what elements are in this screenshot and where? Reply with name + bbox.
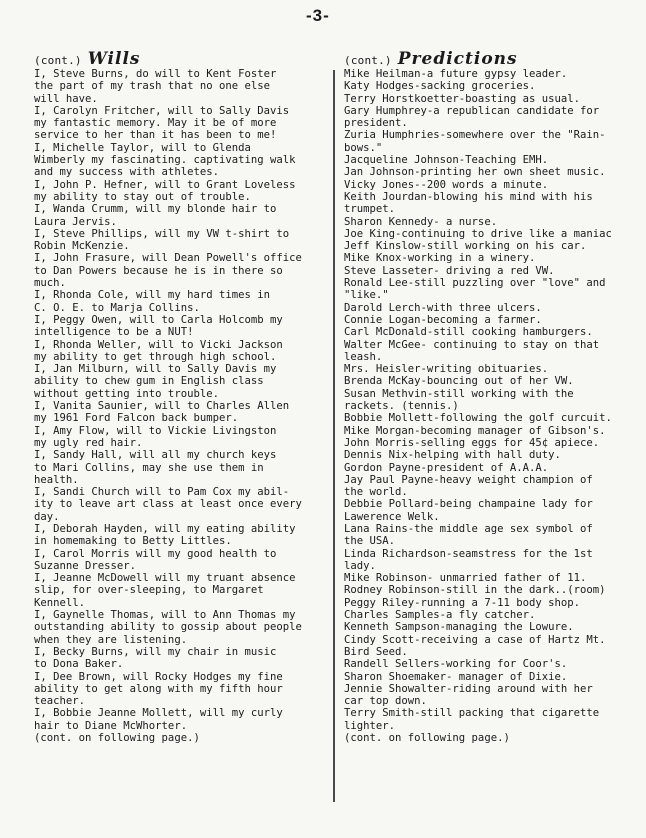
prediction-text-line: Dennis Nix-helping with hall duty. [344,449,561,462]
prediction-text-line: Mike Heilman-a future gypsy leader. [344,68,568,80]
prediction-text-line: the world. [344,486,408,499]
predictions-text-body [344,68,640,744]
prediction-text-line: lady. [344,559,376,572]
will-text-line: I, Peggy Owen, will to Carla Holcomb my [34,313,283,326]
will-text-line: Kennell. [34,596,86,609]
will-text-line: slip, for over-sleeping, to Margaret [34,584,264,597]
will-text-line: my fantastic memory. May it be of more [34,117,277,130]
will-text-line: I, Jan Milburn, will to Sally Davis my [34,363,277,376]
will-text-line: and my success with athletes. [34,166,219,179]
will-text-line: when they are listening. [34,633,188,646]
prediction-text-line: Gary Humphrey-a republican candidate for [344,104,600,117]
will-text-line: I, Michelle Taylor, will to Glenda [34,141,251,154]
will-text-line: day. [34,510,60,523]
will-text-line: to Dan Powers because he is in there so [34,264,283,277]
will-text-line: Wimberly my fascinating. captivating walk [34,154,296,167]
prediction-text-line: Brenda McKay-bouncing out of her VW. [344,375,574,388]
prediction-text-line: Jeff Kinslow-still working on his car. [344,240,587,253]
will-text-line: my ability to stay out of trouble. [34,190,251,203]
will-text-line: I, Amy Flow, will to Vickie Livingston [34,424,277,437]
will-text-line: Suzanne Dresser. [34,559,137,572]
will-text-line: in homemaking to Betty Littles. [34,535,232,548]
prediction-text-line: Cindy Scott-receiving a case of Hartz Mt. [344,633,606,646]
prediction-text-line: Terry Horstkoetter-boasting as usual. [344,92,580,105]
prediction-text-line: Charles Samples-a fly catcher. [344,609,536,622]
prediction-text-line: Rodney Robinson-still in the dark..(room) [344,584,606,597]
will-text-line: I, Wanda Crumm, will my blonde hair to [34,203,277,216]
will-text-line: I, John P. Hefner, will to Grant Loveless [34,178,296,191]
will-text-line: my ugly red hair. [34,436,143,449]
prediction-text-line: Mrs. Heisler-writing obituaries. [344,363,549,376]
prediction-text-line: Bobbie Mollett-following the golf curcuit. [344,412,612,425]
column-divider [333,70,335,802]
prediction-text-line: Steve Lasseter- driving a red VW. [344,264,555,277]
prediction-text-line: Randell Sellers-working for Coor's. [344,658,568,671]
prediction-text-line: Connie Logan-becoming a farmer. [344,313,542,326]
will-text-line: I, Rhonda Cole, will my hard times in [34,289,270,302]
prediction-text-line: Mike Morgan-becoming manager of Gibson's. [344,424,606,437]
prediction-text-line: president. [344,117,408,130]
prediction-text-line: Terry Smith-still packing that cigarette [344,707,600,720]
prediction-text-line: Vicky Jones--200 words a minute. [344,178,549,191]
will-text-line: hair to Diane McWhorter. [34,719,188,732]
will-text-line: I, John Frasure, will Dean Powell's office [34,252,302,265]
prediction-text-line: "like." [344,289,389,302]
prediction-text-line: Bird Seed. [344,645,408,658]
will-text-line: Robin McKenzie. [34,240,130,253]
will-text-line: I, Vanita Saunier, will to Charles Allen [34,400,290,413]
will-text-line: health. [34,473,79,486]
will-text-line: (cont. on following page.) [34,732,200,745]
wills-heading-prefix: (cont.) [34,54,82,67]
prediction-text-line: Carl McDonald-still cooking hamburgers. [344,326,593,339]
will-text-line: I, Jeanne McDowell will my truant absence [34,572,296,585]
will-text-line: without getting into trouble. [34,387,219,400]
wills-heading-title: Wills [87,49,141,69]
will-text-line: intelligence to be a NUT! [34,326,194,339]
predictions-column [344,50,640,744]
prediction-text-line: Jay Paul Payne-heavy weight champion of [344,473,593,486]
will-text-line: I, Dee Brown, will Rocky Hodges my fine [34,670,283,683]
prediction-text-line: Sharon Kennedy- a nurse. [344,215,498,228]
prediction-text-line: Joe King-continuing to drive like a maniac [344,227,612,240]
prediction-text-line: (cont. on following page.) [344,732,510,745]
prediction-text-line: rackets. (tennis.) [344,400,459,413]
prediction-text-line: trumpet. [344,203,396,216]
prediction-text-line: Linda Richardson-seamstress for the 1st [344,547,593,560]
wills-text-body [34,68,332,744]
will-text-line: I, Bobbie Jeanne Mollett, will my curly [34,707,283,720]
prediction-text-line: Zuria Humphries-somewhere over the "Rain- [344,129,606,142]
prediction-text-line: Darold Lerch-with three ulcers. [344,301,542,314]
prediction-text-line: Jennie Showalter-riding around with her [344,682,593,695]
will-text-line: teacher. [34,695,86,708]
prediction-text-line: the USA. [344,535,396,548]
will-text-line: I, Deborah Hayden, will my eating ability [34,522,296,535]
prediction-text-line: Lana Rains-the middle age sex symbol of [344,522,593,535]
prediction-text-line: Gordon Payne-president of A.A.A. [344,461,549,474]
prediction-text-line: Ronald Lee-still puzzling over "love" and [344,277,606,290]
will-text-line: will have. [34,92,98,105]
prediction-text-line: Mike Knox-working in a winery. [344,252,536,265]
page-number: -3- [306,6,330,25]
will-text-line: service to her than it has been to me! [34,129,277,142]
will-text-line: ability to get along with my fifth hour [34,682,283,695]
prediction-text-line: lighter. [344,719,396,732]
will-text-line: to Mari Collins, may she use them in [34,461,264,474]
predictions-heading-prefix: (cont.) [344,54,392,67]
will-text-line: C. O. E. to Marja Collins. [34,301,200,314]
will-text-line: I, Gaynelle Thomas, will to Ann Thomas my [34,609,296,622]
will-text-line: I, Steve Burns, do will to Kent Foster [34,68,277,80]
prediction-text-line: Mike Robinson- unmarried father of 11. [344,572,587,585]
will-text-line: I, Becky Burns, will my chair in music [34,645,277,658]
will-text-line: I, Steve Phillips, will my VW t-shirt to [34,227,290,240]
prediction-text-line: Katy Hodges-sacking groceries. [344,80,536,93]
prediction-text-line: Walter McGee- continuing to stay on that [344,338,600,351]
will-text-line: I, Rhonda Weller, will to Vicki Jackson [34,338,283,351]
will-text-line: ability to chew gum in English class [34,375,264,388]
will-text-line: I, Carolyn Fritcher, will to Sally Davis [34,104,290,117]
will-text-line: ity to leave art class at least once every [34,498,302,511]
prediction-text-line: Debbie Pollard-being champaine lady for [344,498,593,511]
will-text-line: outstanding ability to gossip about people [34,621,302,634]
will-text-line: my ability to get through high school. [34,350,277,363]
will-text-line: my 1961 Ford Falcon back bumper. [34,412,239,425]
predictions-heading-title: Predictions [397,49,518,69]
wills-heading [34,50,332,68]
prediction-text-line: Susan Methvin-still working with the [344,387,574,400]
will-text-line: the part of my trash that no one else [34,80,270,93]
prediction-text-line: Jan Johnson-printing her own sheet music. [344,166,606,179]
prediction-text-line: Jacqueline Johnson-Teaching EMH. [344,154,549,167]
will-text-line: I, Carol Morris will my good health to [34,547,277,560]
prediction-text-line: Keith Jourdan-blowing his mind with his [344,190,593,203]
will-text-line: much. [34,277,66,290]
prediction-text-line: Lawerence Welk. [344,510,440,523]
predictions-heading [344,50,640,68]
prediction-text-line: Peggy Riley-running a 7-11 body shop. [344,596,580,609]
will-text-line: I, Sandi Church will to Pam Cox my abil- [34,486,290,499]
prediction-text-line: John Morris-selling eggs for 45¢ apiece. [344,436,600,449]
will-text-line: Laura Jervis. [34,215,117,228]
wills-column [34,50,332,744]
prediction-text-line: bows." [344,141,383,154]
prediction-text-line: car top down. [344,695,427,708]
will-text-line: I, Sandy Hall, will all my church keys [34,449,277,462]
prediction-text-line: Kenneth Sampson-managing the Lowure. [344,621,574,634]
will-text-line: to Dona Baker. [34,658,124,671]
prediction-text-line: Sharon Shoemaker- manager of Dixie. [344,670,568,683]
prediction-text-line: leash. [344,350,383,363]
